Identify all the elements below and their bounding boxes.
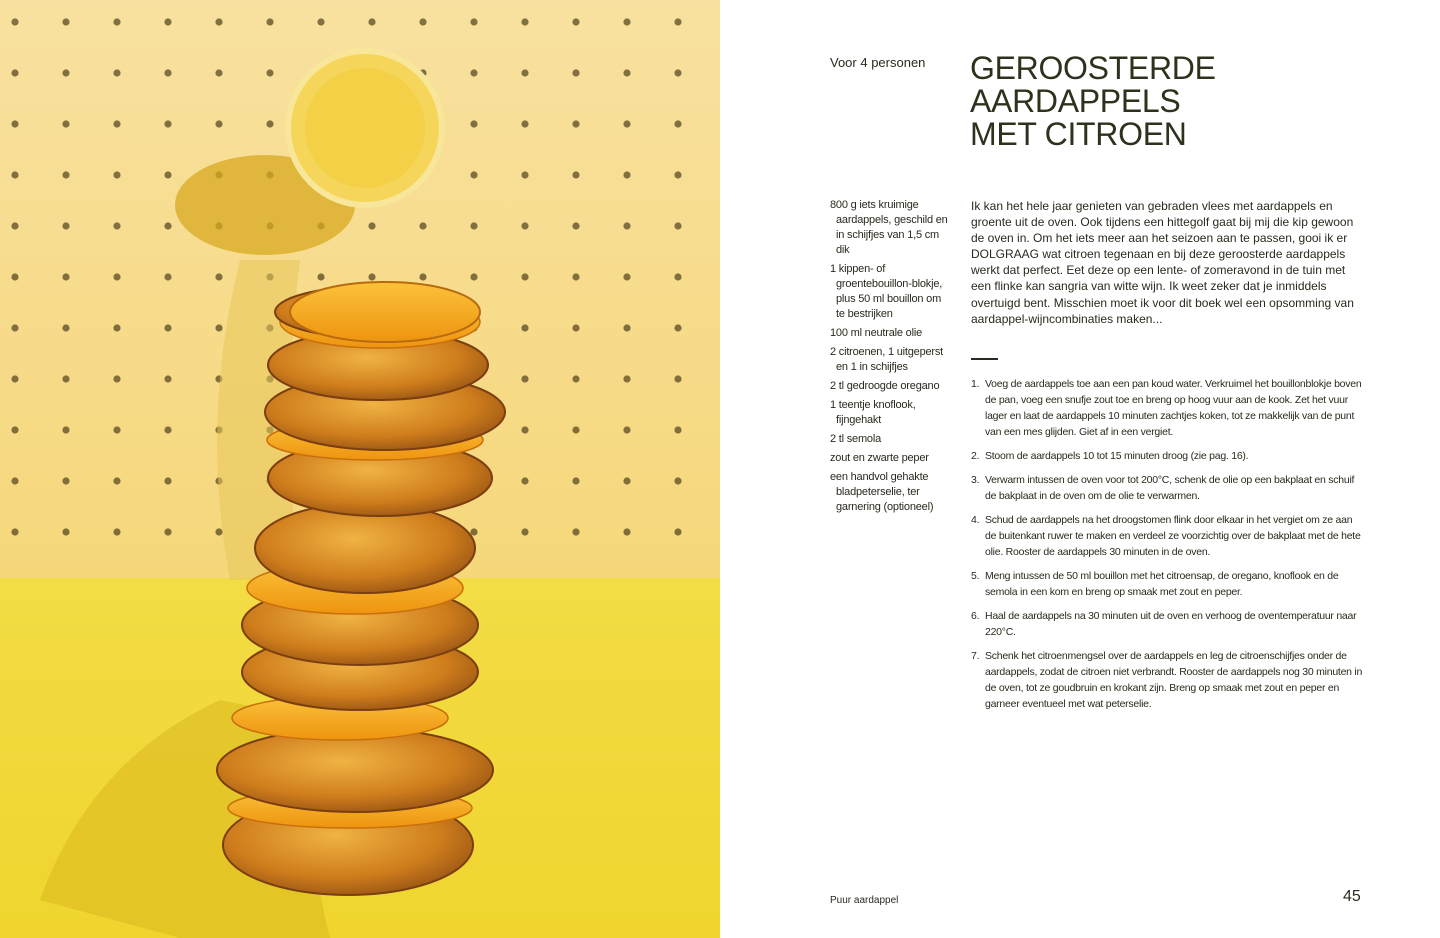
ingredient-item: 2 tl semola [830,433,881,445]
section-footer: Puur aardappel [830,895,899,906]
method-steps [971,376,1363,720]
step-number: 7. [971,650,980,662]
step-text: Stoom de aardappels 10 tot 15 minuten droog (zie pag. 16). [985,450,1249,462]
ingredient-item: 1 teentje knoflook, fijngehakt [830,399,916,426]
intro-paragraph: Ik kan het hele jaar genieten van gebraden vlees met aardappels en groente uit de oven. Ook tijdens een hittegolf gaat bij mij die kip gewoon de oven in. Om het iets meer aan het seizoen aan te passen, gooi ik er DOLGRAAG wat citroen tegenaan en bij deze geroosterde aardappels werkt dat perfect. Eet deze op een lente- of zomeravond in de tuin met een flinke kan sangria van witte wijn. Ik weet zeker dat je inmiddels overtuigd bent. Misschien moet ik voor dit boek wel een opsomming van aardappel-wijncombinaties maken... [971,199,1354,326]
step-number: 4. [971,514,980,526]
title-line-1: GEROOSTERDE [970,50,1216,86]
step-number: 1. [971,378,980,390]
step-text: Haal de aardappels na 30 minuten uit de oven en verhoog de oventemperatuur naar 220°C. [985,610,1357,638]
recipe-title [970,52,1370,151]
section-divider [971,358,998,360]
ingredient-item: 1 kippen- of groentebouillon-blokje, plus 50 ml bouillon om te bestrijken [830,263,943,320]
ingredient-item: 100 ml neutrale olie [830,327,923,339]
step-item [971,376,1363,440]
step-number: 3. [971,474,980,486]
ingredient-list [830,198,950,519]
step-item [971,472,1363,504]
page-number: 45 [1343,888,1361,905]
ingredient-item: 2 citroenen, 1 uitgeperst en 1 in schijfjes [830,346,944,373]
step-text: Meng intussen de 50 ml bouillon met het citroensap, de oregano, knoflook en de semola in een kom en breng op smaak met zout en peper. [985,570,1339,598]
step-text: Schud de aardappels na het droogstomen flink door elkaar in het vergiet om ze aan de buitenkant ruwer te maken en verdeel ze voorzichtig over de bakplaat met de hete olie. Rooster de aardappels 30 minuten in de oven. [985,514,1361,558]
step-item [971,448,1363,464]
step-number: 6. [971,610,980,622]
step-number: 2. [971,450,980,462]
title-line-3: MET CITROEN [970,116,1187,152]
lemon-flesh [305,68,425,188]
servings-label: Voor 4 personen [830,55,926,70]
ingredient-item: zout en zwarte peper [830,452,929,464]
step-item [971,512,1363,560]
step-item [971,608,1363,640]
ingredient-item: een handvol gehakte bladpeterselie, ter garnering (optioneel) [830,471,934,513]
step-number: 5. [971,570,980,582]
ingredient-item: 2 tl gedroogde oregano [830,380,940,392]
step-text: Voeg de aardappels toe aan een pan koud water. Verkruimel het bouillonblokje boven de pan, voeg een snufje zout toe en breng op hoog vuur aan de kook. Zet het vuur lager en laat de aardappels 10 minuten zachtjes koken, tot ze makkelijk van de punt van een mes glijden. Giet af in een vergiet. [985,378,1362,438]
step-item [971,648,1363,712]
step-text: Verwarm intussen de oven voor tot 200°C, schenk de olie op een bakplaat en schuif de bakplaat in de oven om de olie te verwarmen. [985,474,1355,502]
step-text: Schenk het citroenmengsel over de aardappels en leg de citroenschijfjes onder de aardappels, zodat de citroen niet verbrandt. Rooster de aardappels nog 30 minuten in de oven, tot ze goudbruin en krokant zijn. Breng op smaak met zout en peper en garneer eventueel met wat peterselie. [985,650,1363,710]
title-line-2: AARDAPPELS [970,83,1181,119]
ingredient-item: 800 g iets kruimige aardappels, geschild en in schijfjes van 1,5 cm dik [830,199,948,256]
step-item [971,568,1363,600]
